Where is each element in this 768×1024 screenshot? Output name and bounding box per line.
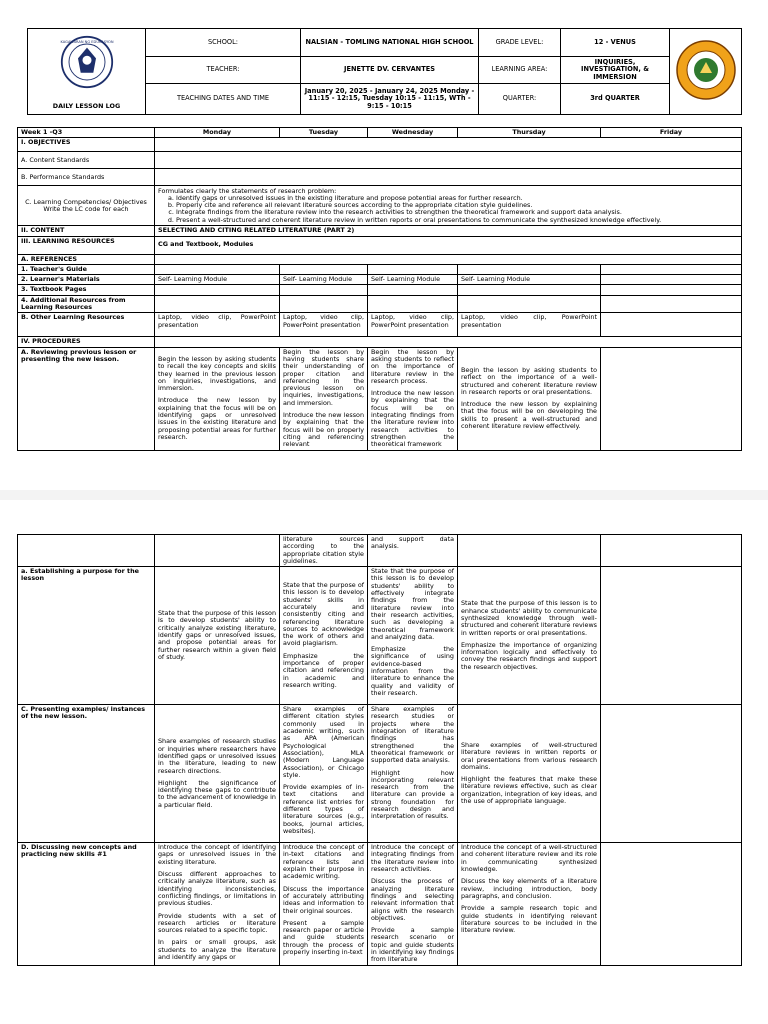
school-value: NALSIAN - TOMLING NATIONAL HIGH SCHOOL: [301, 29, 479, 57]
competencies-intro: Formulates clearly the statements of research problem:: [158, 186, 337, 195]
examples-wednesday: Share examples of research studies or projects where the integration of literature findings has strengthened the theoretical framework or supported data analysis. Highlight how incorporating relevant research from the literature can provide a strong foundation for research design and interpretation of results.: [368, 705, 458, 843]
other-resources-thursday: Laptop, video clip, PowerPoint presentation: [458, 313, 601, 337]
quarter-label: QUARTER:: [479, 84, 561, 115]
learners-materials-label: 2. Learner's Materials: [18, 275, 155, 285]
competencies-list: [158, 195, 738, 224]
learning-resources-heading: III. LEARNING RESOURCES: [18, 236, 155, 254]
purpose-label: a. Establishing a purpose for the lesson: [18, 567, 155, 705]
reviewing-friday: [601, 347, 742, 450]
content-value: SELECTING AND CITING RELATED LITERATURE (PART 2): [155, 226, 742, 236]
other-resources-monday: Laptop, video clip, PowerPoint presentation: [155, 313, 280, 337]
purpose-monday: State that the purpose of this lesson is to develop students' ability to critically analyze existing literature, identify gaps or unresolved issues, and propose potential areas for further research within a given field of study.: [155, 567, 280, 705]
purpose-thursday: State that the purpose of this lesson is to enhance students' ability to communicate synthesized knowledge through well-structured and coherent literature reviews in written reports or oral presentations. Emphasize the importance of organizing information logically and effectively to convey the research findings and support the research objectives.: [458, 567, 601, 705]
examples-tuesday: Share examples of different citation styles commonly used in academic writing, such as APA (American Psychological Association), MLA (Modern Language Association), or Chicago style. Provide examples of in-text citations and reference list entries for different types of literature sources (e.g., books, journal articles, websites).: [280, 705, 368, 843]
reviewing-label: A. Reviewing previous lesson or presenting the new lesson.: [18, 347, 155, 450]
competencies-content: [155, 186, 742, 226]
lesson-log-page-1: [0, 0, 768, 490]
header-table: [27, 28, 742, 115]
competency-item: b. Properly cite and reference all relevant literature sources according to the appropriate citation style guidelines.: [176, 202, 738, 209]
teacher-label: TEACHER:: [146, 57, 301, 84]
school-label: SCHOOL:: [146, 29, 301, 57]
content-standards-label: A. Content Standards: [18, 152, 155, 169]
purpose-wednesday: State that the purpose of this lesson is to develop students' ability to effectively integrate findings from the literature review into their research activities, such as developing a theoretical framework and analyzing data. Emphasize the significance of using evidence-based information from the literature to enhance the quality and validity of their research.: [368, 567, 458, 705]
teachers-guide-label: 1. Teacher's Guide: [18, 264, 155, 274]
learning-area-value: INQUIRIES, INVESTIGATION, & IMMERSION: [561, 57, 670, 84]
competency-item: c. Integrate findings from the literature review into the research activities to strengthen the theoretical framework and support data analysis.: [176, 209, 738, 216]
learners-materials-monday: Self- Learning Module: [155, 275, 280, 285]
textbook-pages-label: 3. Textbook Pages: [18, 285, 155, 295]
learners-materials-thursday: Self- Learning Module: [458, 275, 601, 285]
lesson-log-table-continued: [17, 534, 742, 966]
other-resources-friday: [601, 313, 742, 337]
reviewing-wednesday: Begin the lesson by asking students to reflect on the importance of literature review in the research process. Introduce the new lesson by explaining that the focus will be on integrating findings from the literature review into research activities to strengthen the theoretical framework: [368, 347, 458, 450]
other-resources-label: B. Other Learning Resources: [18, 313, 155, 337]
objectives-heading: I. OBJECTIVES: [18, 138, 155, 152]
teacher-value: JENETTE DV. CERVANTES: [301, 57, 479, 84]
learners-materials-friday: [601, 275, 742, 285]
daily-lesson-log-label: DAILY LESSON LOG: [52, 101, 121, 110]
examples-label: C. Presenting examples/ instances of the new lesson.: [18, 705, 155, 843]
other-resources-tuesday: Laptop, video clip, PowerPoint presentation: [280, 313, 368, 337]
day-tuesday: Tuesday: [280, 128, 368, 138]
other-resources-wednesday: Laptop, video clip, PowerPoint presentation: [368, 313, 458, 337]
competencies-label: C. Learning Competencies/ Objectives Write the LC code for each: [18, 186, 155, 226]
procedures-heading: IV. PROCEDURES: [18, 337, 155, 347]
competency-item: a. Identify gaps or unresolved issues in the existing literature and propose potential areas for further research.: [176, 195, 738, 202]
week-label: Week 1 -Q3: [18, 128, 155, 138]
discussing-thursday: Introduce the concept of a well-structured and coherent literature review and its role in communicating synthesized knowledge. Discuss the key elements of a literature review, including introduction, body paragraphs, and conclusion. Provide a sample research topic and guide students in identifying relevant literature sources to be included in the literature review.: [458, 843, 601, 965]
learners-materials-tuesday: Self- Learning Module: [280, 275, 368, 285]
discussing-tuesday: Introduce the concept of in-text citations and reference lists and explain their purpose in academic writing. Discuss the importance of accurately attributing ideas and information to their original sources. Present a sample research paper or article and guide students through the process of properly inserting in-text: [280, 843, 368, 965]
learning-resources-value: CG and Textbook, Modules: [155, 236, 742, 254]
deped-seal-icon: [60, 35, 114, 89]
discussing-label: D. Discussing new concepts and practicing new skills #1: [18, 843, 155, 965]
reviewing-monday: Begin the lesson by asking students to recall the key concepts and skills they learned in the previous lesson on inquiries, investigations, and immersion. Introduce the new lesson by explaining that the focus will be on identifying gaps or unresolved issues in the existing literature and proposing potential areas for further research.: [155, 347, 280, 450]
discussing-friday: [601, 843, 742, 965]
examples-monday: Share examples of research studies or inquiries where researchers have identified gaps or unresolved issues in the literature, leading to new research directions. Highlight the significance of identifying these gaps to contribute to the advancement of knowledge in a particular field.: [155, 705, 280, 843]
reviewing-thursday: Begin the lesson by asking students to reflect on the importance of a well-structured and coherent literature review in research reports or oral presentations. Introduce the new lesson by explaining that the focus will be on developing the skills to present a well-structured and coherent literature review effectively.: [458, 347, 601, 450]
school-logo-cell: [670, 29, 742, 115]
teaching-dates-label: TEACHING DATES AND TIME: [146, 84, 301, 115]
day-friday: Friday: [601, 128, 742, 138]
day-header-row: [18, 128, 742, 138]
content-heading: II. CONTENT: [18, 226, 155, 236]
learners-materials-wednesday: Self- Learning Module: [368, 275, 458, 285]
teaching-dates-value: January 20, 2025 - January 24, 2025 Monday - 11:15 - 12:15, Tuesday 10:15 - 11:15, WTh - 9:15 - 10:15: [301, 84, 479, 115]
day-wednesday: Wednesday: [368, 128, 458, 138]
lesson-log-page-2: [0, 500, 768, 1024]
discussing-wednesday: Introduce the concept of integrating findings from the literature review into research activities. Discuss the process of analyzing literature findings and selecting relevant information that aligns with the research objectives. Provide a sample research scenario or topic and guide students in identifying key findings from literature: [368, 843, 458, 965]
purpose-tuesday: State that the purpose of this lesson is to develop students' skills in accurately and consistently citing and referencing literature sources to acknowledge the work of others and avoid plagiarism. Emphasize the importance of proper citation and referencing in academic and research writing.: [280, 567, 368, 705]
additional-resources-label: 4. Additional Resources from Learning Resources: [18, 295, 155, 313]
examples-thursday: Share examples of well-structured literature reviews in written reports or oral presentations from various research domains. Highlight the features that make these literature reviews effective, such as clear organization, integration of key ideas, and the use of appropriate language.: [458, 705, 601, 843]
day-monday: Monday: [155, 128, 280, 138]
reviewing-tuesday: Begin the lesson by having students share their understanding of proper citation and referencing in the previous lesson on inquiries, investigations, and immersion. Introduce the new lesson by explaining that the focus will be on properly citing and referencing relevant: [280, 347, 368, 450]
day-thursday: Thursday: [458, 128, 601, 138]
svg-text:KAGAWARAN NG EDUKASYON: KAGAWARAN NG EDUKASYON: [60, 40, 114, 45]
grade-level-value: 12 - VENUS: [561, 29, 670, 57]
reviewing-tuesday-continued: literature sources according to the appropriate citation style guidelines.: [280, 535, 368, 567]
performance-standards-label: B. Performance Standards: [18, 169, 155, 186]
school-seal-icon: [676, 40, 736, 100]
deped-logo-cell: [28, 29, 146, 115]
examples-friday: [601, 705, 742, 843]
lesson-log-table: [17, 127, 742, 451]
page-separator: [0, 490, 768, 500]
discussing-monday: Introduce the concept of identifying gaps or unresolved issues in the existing literature. Discuss different approaches to critically analyze literature, such as identifying inconsistencies, conflicting findings, or limitations in previous studies. Provide students with a set of research articles or literature sources related to a specific topic. In pairs or small groups, ask students to analyze the literature and identify any gaps or: [155, 843, 280, 965]
competency-item: d. Present a well-structured and coherent literature review in written reports or oral presentations to communicate the synthesized knowledge effectively.: [176, 217, 738, 224]
references-heading: A. REFERENCES: [18, 254, 155, 264]
purpose-friday: [601, 567, 742, 705]
reviewing-wednesday-continued: and support data analysis.: [368, 535, 458, 567]
grade-level-label: GRADE LEVEL:: [479, 29, 561, 57]
quarter-value: 3rd QUARTER: [561, 84, 670, 115]
learning-area-label: LEARNING AREA:: [479, 57, 561, 84]
